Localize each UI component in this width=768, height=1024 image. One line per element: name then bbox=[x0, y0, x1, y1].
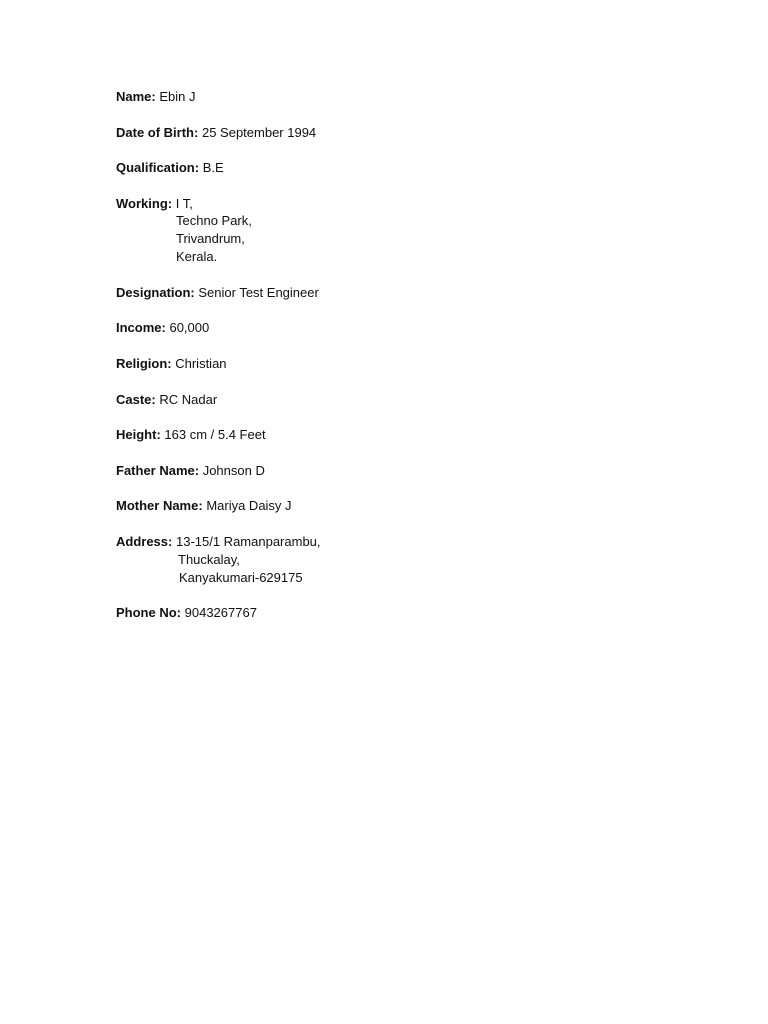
field-date-of-birth-value: 25 September 1994 bbox=[201, 125, 317, 140]
field-caste-value: RC Nadar bbox=[159, 392, 218, 407]
field-qualification-label: Qualification: bbox=[116, 160, 200, 175]
field-height-value: 163 cm / 5.4 Feet bbox=[164, 427, 266, 442]
field-father-name bbox=[116, 462, 265, 480]
field-phone-value: 9043267767 bbox=[184, 605, 257, 620]
field-working-label: Working: bbox=[116, 196, 173, 211]
field-designation bbox=[116, 284, 319, 302]
field-income-label: Income: bbox=[116, 320, 166, 335]
field-qualification bbox=[116, 159, 224, 177]
field-name bbox=[116, 88, 196, 106]
field-working-line-1: I T, bbox=[175, 196, 193, 211]
field-religion bbox=[116, 355, 227, 373]
field-phone-label: Phone No: bbox=[116, 605, 181, 620]
field-height bbox=[116, 426, 266, 444]
field-mother-name bbox=[116, 497, 292, 515]
field-qualification-value: B.E bbox=[202, 160, 224, 175]
field-income-value: 60,000 bbox=[169, 320, 210, 335]
field-height-label: Height: bbox=[116, 427, 161, 442]
field-date-of-birth-label: Date of Birth: bbox=[116, 125, 199, 140]
field-religion-value: Christian bbox=[175, 356, 227, 371]
field-address-line-1: 13-15/1 Ramanparambu, bbox=[175, 534, 321, 549]
field-date-of-birth bbox=[116, 124, 316, 142]
field-income bbox=[116, 319, 209, 337]
field-mother-name-value: Mariya Daisy J bbox=[206, 498, 292, 513]
field-caste bbox=[116, 391, 217, 409]
field-mother-name-label: Mother Name: bbox=[116, 498, 203, 513]
field-father-name-value: Johnson D bbox=[202, 463, 265, 478]
field-working-line-3: Trivandrum, bbox=[176, 231, 245, 246]
field-designation-label: Designation: bbox=[116, 285, 195, 300]
field-address-label: Address: bbox=[116, 534, 173, 549]
field-religion-label: Religion: bbox=[116, 356, 172, 371]
field-name-label: Name: bbox=[116, 89, 156, 104]
field-working-line-2: Techno Park, bbox=[176, 213, 252, 228]
field-working-line-4: Kerala. bbox=[176, 249, 218, 264]
field-father-name-label: Father Name: bbox=[116, 463, 200, 478]
field-caste-label: Caste: bbox=[116, 392, 156, 407]
field-phone bbox=[116, 604, 257, 622]
field-working bbox=[116, 195, 193, 213]
field-address-line-3: Kanyakumari-629175 bbox=[179, 570, 303, 585]
field-name-value: Ebin J bbox=[159, 89, 196, 104]
field-address-line-2: Thuckalay, bbox=[178, 552, 240, 567]
field-address bbox=[116, 533, 321, 551]
field-designation-value: Senior Test Engineer bbox=[198, 285, 319, 300]
